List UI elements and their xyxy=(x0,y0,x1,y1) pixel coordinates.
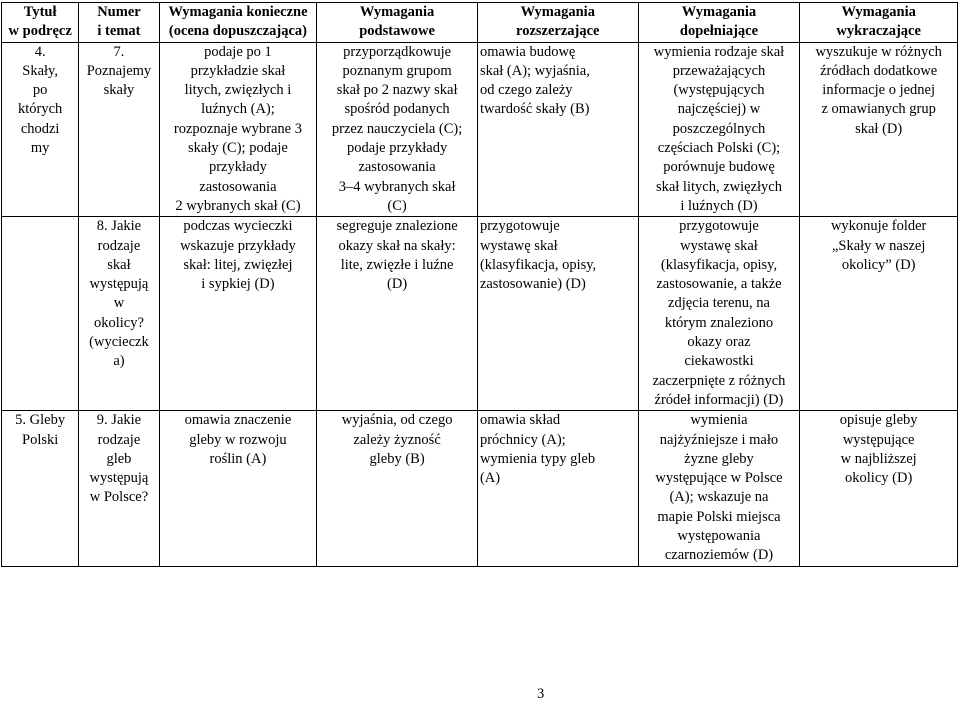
cell-line: gleby (B) xyxy=(369,450,425,467)
cell-wykraczajace xyxy=(800,42,958,217)
cell-line: podaje po 1 xyxy=(204,43,272,60)
cell-line: przyporządkowuje xyxy=(343,43,452,60)
cell-line: skał (A); wyjaśnia, xyxy=(479,62,590,79)
cell-rozszerzajace xyxy=(477,217,638,411)
cell-line: okazy oraz xyxy=(687,334,751,351)
header-rozszerzajace: Wymagania rozszerzające xyxy=(477,3,638,43)
cell-line: z omawianych grup xyxy=(821,101,936,118)
cell-line: zaczerpnięte z różnych xyxy=(652,372,786,389)
requirements-table xyxy=(1,2,958,567)
cell-topic xyxy=(79,42,159,217)
cell-rozszerzajace xyxy=(477,42,638,217)
cell-line: informacje o jednej xyxy=(822,82,936,99)
cell-line: podaje przykłady xyxy=(346,140,448,157)
cell-line: występujące w Polsce xyxy=(655,470,783,487)
cell-line: (A); wskazuje na xyxy=(669,489,769,506)
cell-line: porównuje budowę xyxy=(663,159,775,176)
cell-line: skał xyxy=(107,256,131,273)
cell-line: źródeł informacji) (D) xyxy=(654,391,784,408)
header-row xyxy=(2,3,958,43)
cell-line: wymienia rodzaje skał xyxy=(653,43,785,60)
cell-line: spośród podanych xyxy=(344,101,450,118)
cell-line: wymienia typy gleb xyxy=(479,450,596,467)
cell-line: najczęściej) w xyxy=(677,101,761,118)
page-number: 3 xyxy=(537,686,545,702)
cell-line: skał (D) xyxy=(855,120,903,137)
cell-line: przykłady xyxy=(208,159,267,176)
cell-line: Skały, xyxy=(22,62,58,79)
cell-line: gleb xyxy=(106,450,132,467)
cell-podstawowe xyxy=(317,217,478,411)
cell-podstawowe xyxy=(317,411,478,566)
cell-line: wystawę skał xyxy=(680,237,758,254)
cell-line: w xyxy=(113,295,125,312)
cell-line: których xyxy=(17,101,63,118)
cell-rozszerzajace xyxy=(477,411,638,566)
cell-topic xyxy=(79,217,159,411)
cell-line: przykładzie skał xyxy=(190,62,286,79)
cell-chapter xyxy=(2,411,79,566)
cell-line: okolicy” (D) xyxy=(841,256,916,273)
cell-line: omawia znaczenie xyxy=(184,412,292,429)
cell-topic xyxy=(79,411,159,566)
cell-line: skał po 2 nazwy skał xyxy=(336,82,458,99)
header-dopelniajace: Wymagania dopełniające xyxy=(638,3,800,43)
cell-line: 8. Jakie xyxy=(96,218,142,235)
cell-line: 4. xyxy=(34,43,46,60)
cell-line: żyzne gleby xyxy=(684,450,754,467)
cell-line: mapie Polski miejsca xyxy=(657,508,781,525)
cell-line: okazy skał na skały: xyxy=(338,237,456,254)
cell-line: i luźnych (D) xyxy=(680,197,758,214)
cell-line: przygotowuje xyxy=(679,218,759,235)
cell-wykraczajace xyxy=(800,217,958,411)
table-row xyxy=(2,411,958,566)
cell-dopelniajace xyxy=(638,411,800,566)
cell-wykraczajace xyxy=(800,411,958,566)
cell-konieczne xyxy=(159,42,317,217)
cell-line: którym znaleziono xyxy=(664,314,774,331)
cell-line: my xyxy=(30,140,50,157)
cell-line: wyjaśnia, od czego xyxy=(341,412,453,429)
header-konieczne: Wymagania konieczne (ocena dopuszczająca) xyxy=(159,3,317,43)
cell-line: zależy żyzność xyxy=(353,431,441,448)
header-podstawowe: Wymagania podstawowe xyxy=(317,3,478,43)
cell-line: rozpoznaje wybrane 3 xyxy=(173,120,302,137)
cell-line: wymienia xyxy=(690,412,748,429)
cell-line: roślin (A) xyxy=(209,450,267,467)
cell-line: przez nauczyciela (C); xyxy=(331,120,463,137)
cell-podstawowe xyxy=(317,42,478,217)
cell-line: „Skały w naszej xyxy=(831,237,926,254)
header-topic: Numer i temat xyxy=(79,3,159,43)
cell-line: występują xyxy=(89,470,149,487)
cell-line: najżyźniejsze i mało xyxy=(659,431,779,448)
cell-line: wykonuje folder xyxy=(830,218,927,235)
cell-line: (klasyfikacja, opisy, xyxy=(479,256,597,273)
cell-line: (klasyfikacja, opisy, xyxy=(660,256,778,273)
cell-line: opisuje gleby xyxy=(839,412,918,429)
cell-line: gleby w rozwoju xyxy=(189,431,287,448)
cell-line: występują xyxy=(89,276,149,293)
cell-line: wystawę skał xyxy=(479,237,558,254)
cell-line: (A) xyxy=(479,470,501,487)
cell-line: luźnych (A); xyxy=(201,101,275,118)
cell-chapter xyxy=(2,217,79,411)
cell-line: źródłach dodatkowe xyxy=(820,62,938,79)
cell-line: poznanym grupom xyxy=(342,62,452,79)
header-wykraczajace: Wymagania wykraczające xyxy=(800,3,958,43)
cell-line: i sypkiej (D) xyxy=(201,276,275,293)
cell-line: poszczególnych xyxy=(672,120,766,137)
cell-line: zastosowania xyxy=(358,159,436,176)
cell-line: przeważających xyxy=(672,62,766,79)
table-row xyxy=(2,217,958,411)
cell-line: podczas wycieczki xyxy=(183,218,293,235)
cell-line: 5. Gleby xyxy=(15,412,66,429)
table-row xyxy=(2,42,958,217)
cell-line: w Polsce? xyxy=(89,489,149,506)
cell-line: (wycieczk xyxy=(89,334,149,351)
cell-line: segreguje znalezione xyxy=(336,218,458,235)
cell-line: zastosowanie, a także xyxy=(656,276,782,293)
cell-line: zastosowania xyxy=(199,178,277,195)
cell-line: 3–4 wybranych skał xyxy=(338,178,456,195)
cell-line: 2 wybranych skał (C) xyxy=(175,197,301,214)
cell-line: skały (C); podaje xyxy=(188,140,288,157)
cell-line: (D) xyxy=(387,276,408,293)
cell-line: omawia budowę xyxy=(479,43,576,60)
cell-konieczne xyxy=(159,411,317,566)
cell-dopelniajace xyxy=(638,217,800,411)
cell-line: przygotowuje xyxy=(479,218,560,235)
cell-line: zastosowanie) (D) xyxy=(479,276,586,293)
cell-line: rodzaje xyxy=(97,431,141,448)
cell-line: po xyxy=(32,82,48,99)
cell-line: (występujących xyxy=(673,82,765,99)
cell-line: ciekawostki xyxy=(684,353,754,370)
cell-line: wyszukuje w różnych xyxy=(815,43,942,60)
cell-line: występowania xyxy=(677,528,761,545)
cell-line: omawia skład xyxy=(479,412,561,429)
cell-line: okolicy? xyxy=(93,314,144,331)
cell-line: próchnicy (A); xyxy=(479,431,566,448)
cell-line: Polski xyxy=(22,431,59,448)
table-body xyxy=(2,42,958,566)
cell-line: wskazuje przykłady xyxy=(180,237,296,254)
cell-line: skały xyxy=(103,82,135,99)
cell-line: 9. Jakie xyxy=(96,412,142,429)
cell-line: w najbliższej xyxy=(840,450,917,467)
cell-line: a) xyxy=(113,353,125,370)
cell-line: częściach Polski (C); xyxy=(657,140,781,157)
cell-line: czarnoziemów (D) xyxy=(664,547,774,564)
cell-line: okolicy (D) xyxy=(845,470,913,487)
cell-line: chodzi xyxy=(20,120,60,137)
cell-line: skał litych, zwięzłych xyxy=(655,178,782,195)
cell-line: Poznajemy xyxy=(86,62,152,79)
cell-line: litych, zwięzłych i xyxy=(184,82,292,99)
cell-line: twardość skały (B) xyxy=(479,101,590,118)
cell-line: skał: litej, zwięzłej xyxy=(183,256,293,273)
cell-line: od czego zależy xyxy=(479,82,573,99)
cell-konieczne xyxy=(159,217,317,411)
cell-line: 7. xyxy=(113,43,125,60)
cell-line: występujące xyxy=(842,431,915,448)
cell-line: (C) xyxy=(387,197,407,214)
header-chapter: Tytuł w podręcz xyxy=(2,3,79,43)
cell-line: lite, zwięzłe i luźne xyxy=(340,256,454,273)
cell-dopelniajace xyxy=(638,42,800,217)
cell-line: rodzaje xyxy=(97,237,141,254)
cell-line: zdjęcia terenu, na xyxy=(668,295,770,312)
cell-chapter xyxy=(2,42,79,217)
